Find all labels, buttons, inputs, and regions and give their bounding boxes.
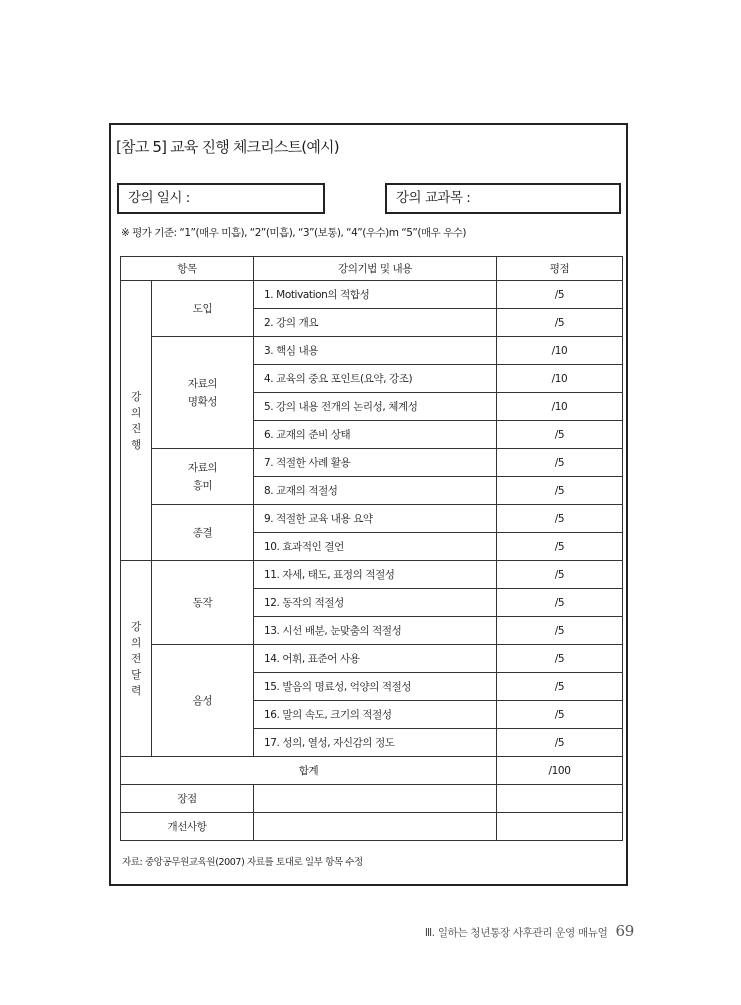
row-score[interactable]: /5 (497, 589, 623, 617)
row-content: 2. 강의 개요 (254, 309, 497, 337)
checklist-table (120, 256, 623, 841)
header-content: 강의기법 및 내용 (254, 257, 497, 281)
row-score[interactable]: /10 (497, 337, 623, 365)
row-score[interactable]: /5 (497, 281, 623, 309)
page-title: [참고 5] 교육 진행 체크리스트(예시) (116, 138, 339, 156)
row-content: 4. 교육의 중요 포인트(요약, 강조) (254, 365, 497, 393)
table-row (121, 337, 623, 365)
row-score[interactable]: /10 (497, 393, 623, 421)
row-content: 9. 적절한 교육 내용 요약 (254, 505, 497, 533)
total-label: 합계 (121, 757, 497, 785)
strengths-label: 장점 (121, 785, 254, 813)
row-score[interactable]: /5 (497, 533, 623, 561)
improvements-input[interactable] (254, 813, 497, 841)
table-row (121, 645, 623, 673)
row-score[interactable]: /5 (497, 421, 623, 449)
strengths-row (121, 785, 623, 813)
table-row (121, 561, 623, 589)
row-score[interactable]: /5 (497, 309, 623, 337)
page-footer (425, 922, 634, 940)
row-score[interactable]: /10 (497, 365, 623, 393)
subgroup-interest: 자료의 흥미 (152, 449, 254, 505)
row-content: 15. 발음의 명료성, 억양의 적절성 (254, 673, 497, 701)
header-item: 항목 (121, 257, 254, 281)
strengths-input[interactable] (254, 785, 497, 813)
row-score[interactable]: /5 (497, 729, 623, 757)
subgroup-action: 동작 (152, 561, 254, 645)
row-content: 14. 어휘, 표준어 사용 (254, 645, 497, 673)
total-score[interactable]: /100 (497, 757, 623, 785)
row-content: 17. 성의, 열성, 자신감의 정도 (254, 729, 497, 757)
row-content: 12. 동작의 적절성 (254, 589, 497, 617)
subgroup-closing: 종결 (152, 505, 254, 561)
row-score[interactable]: /5 (497, 673, 623, 701)
row-content: 8. 교재의 적절성 (254, 477, 497, 505)
row-score[interactable]: /5 (497, 505, 623, 533)
table-row (121, 281, 623, 309)
improvements-extra[interactable] (497, 813, 623, 841)
subgroup-intro: 도입 (152, 281, 254, 337)
row-content: 10. 효과적인 결언 (254, 533, 497, 561)
row-content: 1. Motivation의 적합성 (254, 281, 497, 309)
header-score: 평점 (497, 257, 623, 281)
table-header-row (121, 257, 623, 281)
row-score[interactable]: /5 (497, 477, 623, 505)
row-score[interactable]: /5 (497, 561, 623, 589)
lecture-date-field[interactable]: 강의 일시 : (117, 183, 325, 214)
chapter-title: Ⅲ. 일하는 청년통장 사후관리 운영 매뉴얼 (424, 927, 608, 939)
evaluation-criteria: ※ 평가 기준: “1”(매우 미흡), “2”(미흡), “3”(보통), “4”(우수)m “5”(매우 우수) (121, 227, 466, 239)
row-content: 13. 시선 배분, 눈맞춤의 적절성 (254, 617, 497, 645)
group-lecture-progress: 강 의 진 행 (121, 281, 152, 561)
table-row (121, 449, 623, 477)
table-row (121, 505, 623, 533)
row-content: 6. 교재의 준비 상태 (254, 421, 497, 449)
improvements-label: 개선사항 (121, 813, 254, 841)
row-score[interactable]: /5 (497, 645, 623, 673)
row-score[interactable]: /5 (497, 617, 623, 645)
row-score[interactable]: /5 (497, 701, 623, 729)
strengths-extra[interactable] (497, 785, 623, 813)
page-number: 69 (615, 922, 634, 940)
subgroup-clarity: 자료의 명확성 (152, 337, 254, 449)
row-content: 3. 핵심 내용 (254, 337, 497, 365)
total-row (121, 757, 623, 785)
row-content: 16. 말의 속도, 크기의 적절성 (254, 701, 497, 729)
subgroup-voice: 음성 (152, 645, 254, 757)
row-content: 5. 강의 내용 전개의 논리성, 체계성 (254, 393, 497, 421)
lecture-course-field[interactable]: 강의 교과목 : (385, 183, 621, 214)
row-content: 11. 자세, 태도, 표정의 적절성 (254, 561, 497, 589)
group-lecture-delivery: 강 의 전 달 력 (121, 561, 152, 757)
row-content: 7. 적절한 사례 활용 (254, 449, 497, 477)
row-score[interactable]: /5 (497, 449, 623, 477)
source-note: 자료: 중앙공무원교육원(2007) 자료를 토대로 일부 항목 수정 (122, 857, 363, 868)
improvements-row (121, 813, 623, 841)
